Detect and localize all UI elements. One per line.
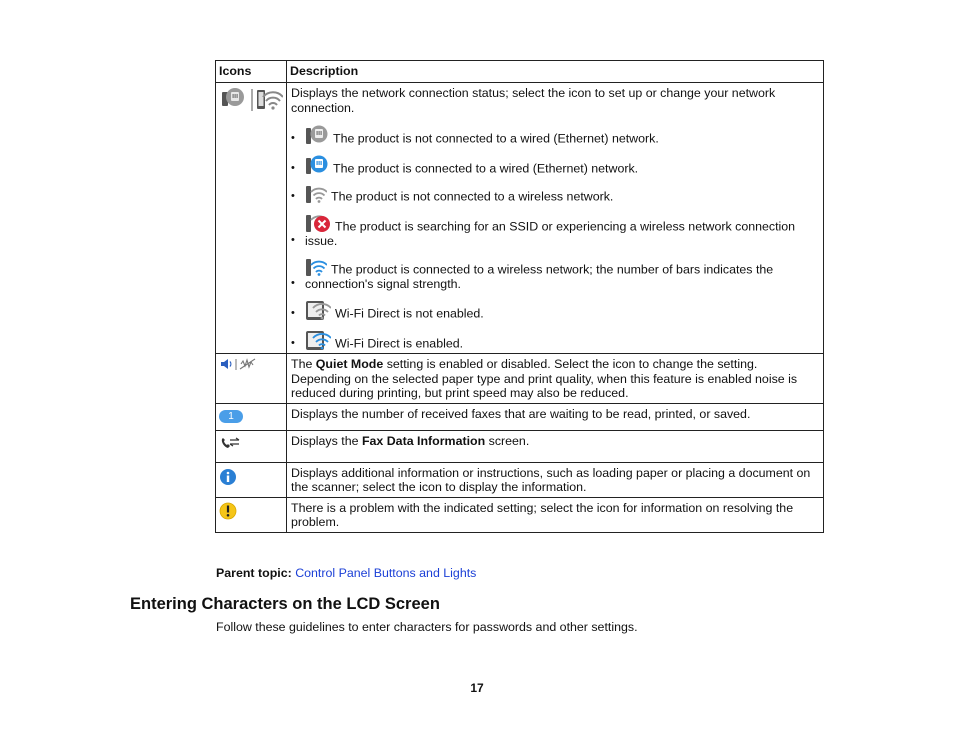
fax-count-badge-icon: 1 (219, 410, 243, 423)
list-item (291, 212, 819, 249)
quiet-icons-cell (216, 354, 287, 404)
info-icon (219, 468, 237, 486)
info-icon-cell (216, 462, 287, 497)
table-row (216, 354, 824, 404)
fax-data-text-pre: Displays the (291, 434, 362, 448)
quiet-text-post: setting is enabled or disabled. Select the icon to change the setting. Depending on the selected paper type and print quality, when this feature is enabled noise is reduced during printing, but print speed may also be reduced. (291, 357, 798, 400)
wifi-direct-on-icon (305, 329, 331, 351)
quiet-mode-icon (240, 359, 255, 369)
list-item (291, 154, 819, 176)
table-row (216, 462, 824, 497)
ethernet-disconnected-icon (305, 124, 329, 146)
warning-icon (219, 502, 237, 520)
fax-data-description (287, 431, 824, 463)
list-item (291, 257, 819, 292)
network-description (287, 83, 824, 354)
network-icons-cell (216, 83, 287, 354)
list-item (291, 329, 819, 351)
quiet-mode-term: Quiet Mode (315, 357, 384, 371)
bullet-text: The product is connected to a wireless network; the number of bars indicates the connection's signal strength. (305, 262, 774, 291)
table-row (216, 431, 824, 463)
fax-data-icon-cell (216, 431, 287, 463)
table-row (216, 497, 824, 532)
bullet-text: The product is searching for an SSID or experiencing a wireless network connection issue. (305, 219, 796, 248)
fax-count-icon-cell (216, 403, 287, 431)
page-number: 17 (470, 681, 484, 695)
table-header-row (216, 61, 824, 83)
quiet-description (287, 354, 824, 404)
network-intro: Displays the network connection status; select the icon to set up or change your network connection. (291, 86, 776, 115)
warning-icon-cell (216, 497, 287, 532)
list-item (291, 184, 819, 204)
section-title: Entering Characters on the LCD Screen (130, 595, 440, 613)
list-item (291, 299, 819, 321)
wifi-direct-off-icon (305, 299, 331, 321)
parent-topic-link[interactable]: Control Panel Buttons and Lights (295, 566, 477, 580)
bullet-text: The product is connected to a wired (Ethernet) network. (333, 161, 639, 176)
description-column-header: Description (287, 61, 824, 83)
ethernet-icon (222, 88, 244, 106)
table-row (216, 403, 824, 431)
quiet-text-pre: The (291, 357, 316, 371)
speaker-icon (221, 359, 231, 369)
fax-data-term: Fax Data Information (361, 434, 486, 448)
fax-data-icon (219, 436, 241, 450)
network-status-icons (219, 86, 283, 112)
bullet-text: The product is not connected to a wireless network. (331, 189, 614, 204)
icons-table (215, 60, 824, 533)
table-row (216, 83, 824, 354)
wifi-error-icon (305, 212, 331, 234)
bullet-text: The product is not connected to a wired (Ethernet) network. (333, 131, 659, 146)
ethernet-connected-icon (305, 154, 329, 176)
parent-topic-label: Parent topic: (216, 566, 292, 580)
bullet-text: Wi-Fi Direct is enabled. (335, 336, 464, 351)
list-item (291, 124, 819, 146)
section-intro: Follow these guidelines to enter characters for passwords and other settings. (216, 620, 638, 634)
wifi-disconnected-icon (305, 184, 327, 204)
bullet-text: Wi-Fi Direct is not enabled. (335, 306, 484, 321)
warning-description: There is a problem with the indicated setting; select the icon for information on resolving the problem. (287, 497, 824, 532)
network-status-list (291, 124, 819, 351)
icons-column-header: Icons (216, 61, 287, 83)
parent-topic (216, 566, 476, 580)
fax-count-description: Displays the number of received faxes that are waiting to be read, printed, or saved. (287, 403, 824, 431)
wifi-icon (257, 90, 283, 110)
info-description: Displays additional information or instructions, such as loading paper or placing a document on the scanner; select the icon to display the information. (287, 462, 824, 497)
fax-data-text-post: screen. (485, 434, 530, 448)
quiet-mode-icons (219, 357, 259, 371)
wifi-connected-icon (305, 257, 327, 277)
